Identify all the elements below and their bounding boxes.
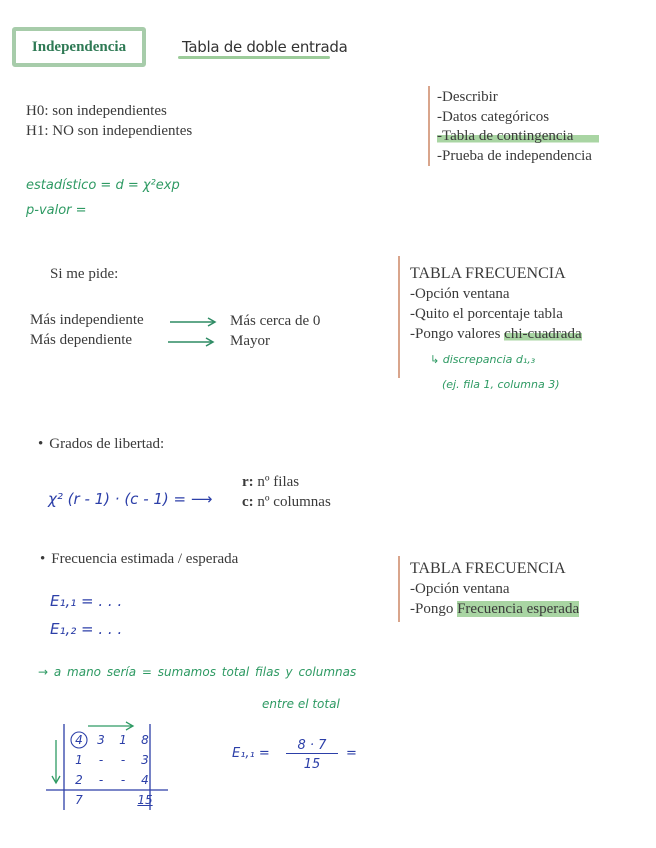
- discrepancy-note: ↳ discrepancia d₁,₃: [430, 353, 536, 366]
- steps-bar: [428, 86, 430, 166]
- freq-box-1-title: TABLA FRECUENCIA: [410, 265, 566, 282]
- freq-box-2-line: -Opción ventana: [410, 581, 510, 597]
- step-item: [437, 127, 599, 147]
- grid-total: 15: [137, 793, 153, 807]
- r-text: nº filas: [253, 474, 300, 490]
- estimated-e12: E₁,₂ = . . .: [50, 620, 123, 638]
- expected-highlight: Frecuencia esperada: [457, 601, 580, 617]
- degrees-c: [242, 494, 331, 511]
- grid-total: [90, 790, 112, 810]
- hypothesis-h1: H1: NO son independientes: [26, 123, 193, 139]
- example-note: (ej. fila 1, columna 3): [442, 378, 560, 391]
- if-asked-left-2: Más dependiente: [30, 332, 133, 348]
- grid-cell: 1: [119, 733, 127, 747]
- formula-lhs: E₁,₁ =: [232, 746, 270, 761]
- grid-cell: 2: [75, 773, 83, 787]
- pvalue-line: p-valor =: [26, 203, 87, 218]
- steps-list: [437, 88, 599, 166]
- step-highlight: -Tabla de contingencia: [437, 128, 599, 144]
- grid-cell: 3: [97, 733, 105, 747]
- grid-total: [112, 790, 134, 810]
- page-title: Independencia: [12, 27, 146, 67]
- if-asked-right-1: Más cerca de 0: [230, 313, 321, 329]
- table-row: [68, 750, 156, 770]
- freq-box-2-prefix: -Pongo: [410, 601, 458, 617]
- grid-cell: -: [120, 773, 126, 787]
- estimated-e11: E₁,₁ = . . .: [50, 592, 123, 610]
- freq-box-1-prefix: -Pongo valores: [410, 326, 505, 342]
- if-asked-label: Si me pide:: [50, 266, 119, 282]
- freq-box-2-bar: [398, 556, 400, 622]
- grid-cell: 4: [141, 773, 149, 787]
- step-item: -Datos categóricos: [437, 108, 550, 125]
- degrees-formula: χ² (r - 1) · (c - 1) = ⟶: [48, 490, 213, 508]
- grid-total: 7: [75, 793, 83, 807]
- grid-cell: 8: [141, 733, 149, 747]
- hypothesis-h0: H0: son independientes: [26, 103, 167, 119]
- formula-denominator: 15: [303, 757, 321, 772]
- subtitle-underline: [178, 56, 330, 59]
- formula-numerator: 8 · 7: [286, 738, 338, 754]
- arrows-icon: [168, 314, 220, 350]
- freq-box-2: [410, 559, 579, 619]
- frequency-grid: [68, 730, 156, 810]
- table-row: [68, 730, 156, 750]
- step-item: -Prueba de independencia: [437, 147, 592, 164]
- chi-highlight: chi-cuadrada: [504, 326, 582, 342]
- grid-cell: -: [98, 773, 104, 787]
- table-row: [68, 790, 156, 810]
- freq-box-1-line: -Quito el porcentaje tabla: [410, 306, 563, 322]
- grid-cell: 4: [75, 733, 83, 747]
- grid-cell: 1: [75, 753, 83, 767]
- freq-box-1-line: -Opción ventana: [410, 286, 510, 302]
- by-hand-line-2: entre el total: [262, 697, 340, 711]
- statistic-line: estadístico = d = χ²exp: [26, 178, 180, 193]
- degrees-r: [242, 474, 299, 491]
- grid-cell: 3: [141, 753, 149, 767]
- page-subtitle: Tabla de doble entrada: [182, 38, 348, 56]
- degrees-bullet: • Grados de libertad:: [38, 436, 164, 453]
- freq-box-2-line: [410, 599, 579, 619]
- grid-cell: -: [98, 753, 104, 767]
- formula-tail: =: [346, 746, 357, 761]
- if-asked-right-2: Mayor: [230, 333, 270, 349]
- table-row: [68, 770, 156, 790]
- estimated-bullet: • Frecuencia estimada / esperada: [40, 551, 238, 568]
- freq-box-2-title: TABLA FRECUENCIA: [410, 560, 566, 577]
- by-hand-line-1: → a mano sería = sumamos total filas y columnas: [38, 665, 357, 679]
- freq-box-1-bar: [398, 256, 400, 378]
- freq-box-1-line: [410, 324, 582, 344]
- grid-cell: -: [120, 753, 126, 767]
- if-asked-left-1: Más independiente: [30, 312, 144, 328]
- step-item: -Describir: [437, 89, 498, 105]
- c-key: c:: [242, 494, 254, 510]
- c-text: nº columnas: [253, 494, 331, 510]
- freq-box-1: [410, 264, 582, 344]
- r-key: r:: [242, 474, 254, 490]
